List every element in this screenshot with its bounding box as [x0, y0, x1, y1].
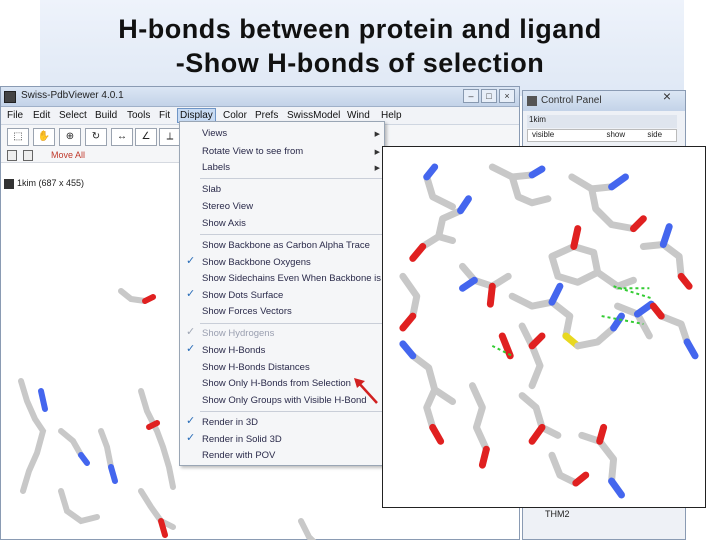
submenu-arrow-icon: ▶ — [374, 165, 380, 172]
submenu-arrow-icon: ▶ — [374, 149, 380, 156]
menu-swissmodel[interactable]: SwissModel — [287, 110, 341, 121]
control-panel-molecule-row[interactable]: 1kim — [527, 115, 677, 128]
control-panel-show-label: show — [606, 130, 626, 139]
rotate-tool-icon[interactable]: ↻ — [85, 128, 107, 146]
menu-item-forces-vectors[interactable]: Show Forces Vectors — [202, 306, 292, 317]
menu-item-views[interactable]: Views — [202, 128, 228, 139]
hand-tool-icon[interactable]: ✋ — [33, 128, 55, 146]
maximize-button[interactable]: □ — [481, 89, 497, 103]
document-icon[interactable] — [23, 150, 33, 161]
menu-color[interactable]: Color — [223, 110, 247, 121]
menu-item-rotate-view[interactable]: Rotate View to see from — [202, 146, 304, 157]
molecule-subwindow-title — [1, 177, 201, 191]
molecule-window-title: 1kim (687 x 455) — [17, 178, 85, 188]
slide-title-line2: -Show H-bonds of selection — [175, 48, 545, 78]
control-panel-icon — [527, 96, 537, 106]
window-titlebar[interactable] — [1, 87, 519, 107]
measure-distance-icon[interactable]: ↔ — [111, 128, 133, 146]
checkmark-icon: ✓ — [186, 326, 196, 338]
menu-tools[interactable]: Tools — [127, 110, 151, 121]
window-controls — [463, 89, 515, 103]
checkmark-icon: ✓ — [186, 255, 196, 267]
menu-separator — [200, 234, 382, 235]
control-panel-header-row[interactable] — [527, 129, 677, 142]
menu-item-show-hbonds[interactable]: Show H-Bonds — [202, 345, 266, 356]
menu-display[interactable]: Display — [177, 108, 216, 123]
menu-item-render-3d[interactable]: Render in 3D — [202, 417, 258, 428]
close-icon[interactable]: × — [662, 88, 672, 104]
menu-build[interactable]: Build — [95, 110, 118, 121]
menu-item-sidechains-when-hidden[interactable]: Show Sidechains Even When Backbone is H — [202, 273, 391, 284]
move-all-label[interactable]: Move All — [51, 150, 86, 160]
menu-file[interactable]: File — [7, 110, 24, 121]
checkmark-icon: ✓ — [186, 288, 196, 300]
control-panel-last-group[interactable]: THM2 — [545, 509, 570, 519]
menu-item-dots-surface[interactable]: Show Dots Surface — [202, 290, 284, 301]
checkmark-icon: ✓ — [186, 343, 196, 355]
menu-separator — [200, 323, 382, 324]
display-menu — [179, 121, 391, 466]
close-button[interactable]: × — [499, 89, 515, 103]
submenu-arrow-icon: ▶ — [374, 131, 380, 138]
window-title: Swiss-PdbViewer 4.0.1 — [21, 90, 124, 101]
slide-title-line1: H-bonds between protein and ligand — [118, 14, 602, 44]
molecule-render-inset — [382, 146, 706, 508]
control-panel-title: Control Panel — [541, 95, 602, 106]
menu-wind[interactable]: Wind — [347, 110, 370, 121]
menu-item-labels[interactable]: Labels — [202, 162, 230, 173]
menu-edit[interactable]: Edit — [33, 110, 51, 121]
menu-item-slab[interactable]: Slab — [202, 184, 222, 195]
minimize-button[interactable]: – — [463, 89, 479, 103]
zoom-tool-icon[interactable]: ⊕ — [59, 128, 81, 146]
pointer-arrow-icon — [351, 375, 381, 407]
menu-item-backbone-ca-trace[interactable]: Show Backbone as Carbon Alpha Trace — [202, 240, 370, 251]
slide-title — [0, 12, 720, 80]
measure-angle-icon[interactable]: ∠ — [135, 128, 157, 146]
menu-item-hbonds-from-selection[interactable]: Show Only H-Bonds from Selection — [202, 378, 351, 389]
menu-item-groups-visible-hbond[interactable]: Show Only Groups with Visible H-Bond — [202, 395, 367, 406]
control-panel-side-label: side — [647, 130, 663, 139]
eye-icon[interactable] — [7, 150, 17, 161]
menu-item-hbonds-distances[interactable]: Show H-Bonds Distances — [202, 362, 310, 373]
menu-item-show-hydrogens: Show Hydrogens — [202, 328, 275, 339]
menu-help[interactable]: Help — [381, 110, 402, 121]
measure-torsion-icon[interactable]: ⟂ — [159, 128, 181, 146]
menu-item-render-pov[interactable]: Render with POV — [202, 450, 276, 461]
menu-fit[interactable]: Fit — [159, 110, 171, 121]
menu-item-backbone-oxygens[interactable]: Show Backbone Oxygens — [202, 257, 311, 268]
menu-item-show-axis[interactable]: Show Axis — [202, 218, 246, 229]
select-tool-icon[interactable]: ⬚ — [7, 128, 29, 146]
menu-item-render-solid-3d[interactable]: Render in Solid 3D — [202, 434, 282, 445]
menu-item-stereo-view[interactable]: Stereo View — [202, 201, 254, 212]
menu-separator — [200, 411, 382, 412]
control-panel-group-label: visible — [532, 130, 555, 139]
app-icon — [4, 91, 16, 103]
menu-separator — [200, 178, 382, 179]
molecule-window-icon — [4, 179, 14, 189]
checkmark-icon: ✓ — [186, 415, 196, 427]
menu-select[interactable]: Select — [59, 110, 87, 121]
checkmark-icon: ✓ — [186, 432, 196, 444]
menu-prefs[interactable]: Prefs — [255, 110, 279, 121]
